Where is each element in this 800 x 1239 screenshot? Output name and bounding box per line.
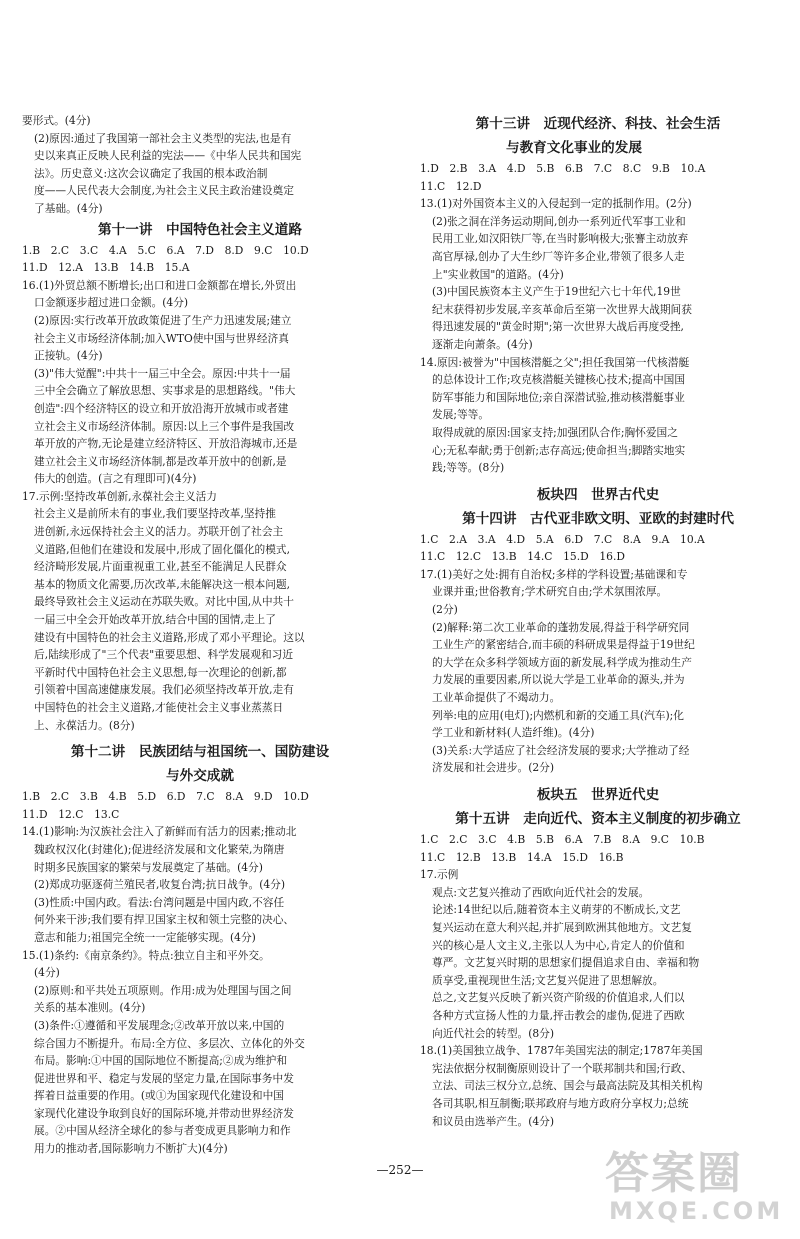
answer-line: (2分) [432,603,458,617]
answer-line: 11.C 12.B 13.B 14.A 15.D 16.B [420,850,624,864]
answer-line: 建立社会主义市场经济体制,都是改革开放中的创新,是 [34,454,287,468]
answer-line: 列举:电的应用(电灯);内燃机和新的交通工具(汽车);化 [432,708,684,722]
answer-line: 各司其职,相互制衡;联邦政府与地方政府分享权力;总统 [432,1096,689,1110]
answer-line: 中国特色的社会主义道路,才能使社会主义事业蒸蒸日 [34,701,284,714]
watermark-url: MXQE.COM [609,1197,784,1225]
answer-line: 何外来干涉;我们要有捍卫国家主权和领土完整的决心、 [34,913,295,927]
answer-line: 1.B 2.C 3.B 4.B 5.D 6.D 7.C 8.A 9.D 10.D [22,790,309,804]
answer-line: (3)"伟大觉醒":中共十一届三中全会。原因:中共十一届 [34,366,291,380]
answer-line: (2)张之洞在洋务运动期间,创办一系列近代军事工业和 [432,214,686,228]
answer-line: 布局。影响:①中国的国际地位不断提高;②成为维护和 [34,1054,288,1068]
answer-line: 义道路,但他们在建设和发展中,形成了固化僵化的模式, [34,542,291,556]
answer-line: 心;无私奉献;勇于创新;志存高远;使命担当;脚踏实地实 [432,443,686,457]
text-line: 度——人民代表大会制度,为社会主义民主政治建设奠定 [34,184,294,198]
answer-line: 高官厚禄,创办了大生纱厂等许多企业,带领了很多人走 [432,249,685,263]
answer-line: 17.(1)美好之处:拥有自治权;多样的学科设置;基础课和专 [420,567,688,581]
answer-line: 兴的核心是人文主义,主张以人为中心,肯定人的价值和 [432,938,685,952]
answer-line: 引领着中国高速健康发展。我们必须坚持改革开放,走有 [34,683,294,697]
text-line: 法》。历史意义:这次会议确定了我国的根本政治制 [34,166,268,180]
answer-line: (3)中国民族资本主义产生于19世纪六七十年代,19世 [432,285,681,299]
answer-line: (2)原因:实行改革开放政策促进了生产力迅速发展;建立 [34,313,292,327]
answer-line: 16.(1)外贸总额不断增长;出口和进口金额都在增长,外贸出 [22,278,297,292]
lecture-12-answers [22,788,378,1157]
answer-line: (4分) [34,966,60,980]
answer-line: 11.D 12.C 13.C [22,807,120,821]
answer-line: 正接轨。(4分) [34,349,103,363]
answer-line: 伟大的创造。(言之有理即可)(4分) [34,472,197,486]
answer-line: 13.(1)对外国资本主义的入侵起到一定的抵制作用。(2分) [420,197,692,211]
lecture-11-title: 第十一讲 中国特色社会主义道路 [98,221,302,238]
watermark-logo-text: 答案圈 [605,1148,743,1199]
answer-line: 关系的基本准则。(4分) [34,1001,146,1015]
answer-line: 基本的物质文化需要,历次改革,未能解决这一根本问题, [34,577,291,591]
answer-line: 1.C 2.C 3.C 4.B 5.B 6.A 7.B 8.A 9.C 10.B [420,833,705,846]
answer-line: 工业生产的紧密结合,而丰硕的科研成果是得益于19世纪 [432,638,695,652]
watermark [605,1148,790,1231]
answer-line: 济发展和社会进步。(2分) [432,761,555,775]
answer-line: 进创新,永远保持社会主义的活力。苏联开创了社会主 [34,525,284,539]
text-line: 史以来真正反映人民利益的宪法——《中华人民共和国宪 [34,149,302,163]
lecture-14-answers [420,531,776,777]
answer-line: 11.C 12.C 13.B 14.C 15.D 16.D [420,550,625,564]
answer-line: 论述:14世纪以后,随着资本主义萌芽的不断成长,文艺 [432,903,681,917]
answer-line: (2)原则:和平共处五项原则。作用:成为处理国与国之间 [34,983,292,997]
lecture-13-title-continued: 与教育文化事业的发展 [506,140,642,156]
answer-line: 民用工业,如汉阳铁厂等,在当时影响极大;张謇主动放弃 [432,232,689,246]
page-number: —252— [376,1163,424,1177]
answer-line: 立社会主义市场经济体制。原因:以上三个事件是我国改 [34,419,295,433]
answer-line: 上、永葆活力。(8分) [34,718,135,732]
answer-line: 口金额逐步超过进口金额。(4分) [34,296,189,310]
intro-section [22,112,378,218]
answer-line: 复兴运动在意大利兴起,并扩展到欧洲其他地方。文艺复 [432,920,692,934]
answer-line: 时期多民族国家的繁荣与发展奠定了基础。(4分) [34,860,263,874]
answer-line: 各种方式宣扬人性的力量,抨击教会的虚伪,促进了西欧 [432,1008,685,1022]
answer-line: 得迅速发展的"黄金时期";第一次世界大战后再度受挫, [432,320,684,334]
answer-line: 的大学在众多科学领域方面的新发展,科学成为推动生产 [432,655,692,669]
answer-line: 力发展的重要因素,所以说大学是工业革命的源头,并为 [432,673,685,687]
answer-line: 11.D 12.A 13.B 14.B 15.A [22,261,190,275]
answer-line: 1.C 2.A 3.A 4.D 5.A 6.D 7.C 8.A 9.A 10.A [420,532,705,546]
answer-line: 家现代化建设争取到良好的国际环境,并带动世界经济发 [34,1106,294,1120]
answer-line: (2)解释:第二次工业革命的蓬勃发展,得益于科学研究同 [432,620,690,634]
answer-line: (3)条件:①遵循和平发展理念;②改革开放以来,中国的 [34,1018,285,1032]
answer-line: 学工业和新材料(人造纤维)。(4分) [432,726,595,740]
answer-line: 最终导致社会主义运动在苏联失败。对比中国,从中共十 [34,595,294,609]
answer-line: 立法、司法三权分立,总统、国会与最高法院及其相关机构 [432,1079,703,1093]
answer-line: 宪法依据分权制衡原则设计了一个联邦制共和国;行政、 [432,1061,693,1075]
block-5-title: 板块五 世界近代史 [536,787,660,803]
answer-line: 魏政权汉化(封建化);促进经济发展和文化繁荣,为隋唐 [34,842,285,856]
answer-line: 纪末获得初步发展,辛亥革命后至第一次世界大战期间获 [432,302,692,316]
answer-line: 革开放的产物,无论是建立经济特区、开放沿海城市,还是 [34,437,298,451]
answer-line: 14.(1)影响:为汉族社会注入了新鲜而有活力的因素;推动北 [22,825,297,839]
text-line: 要形式。(4分) [22,114,91,127]
answer-line: 意志和能力;祖国完全统一一定能够实现。(4分) [34,930,256,944]
answer-line: 15.(1)条约:《南京条约》。特点:独立自主和平外交。 [22,948,270,962]
lecture-13-answers [420,160,776,477]
answer-line: 17.示例:坚持改革创新,永葆社会主义活力 [22,489,217,503]
answer-line: 17.示例 [420,868,459,882]
answer-line: 践;等等。(8分) [432,461,505,475]
answer-line: 一届三中全会开始改革开放,结合中国的国情,走上了 [34,613,276,627]
answer-line: 平新时代中国特色社会主义思想,每一次理论的创新,都 [34,665,287,679]
answer-line: 工业革命提供了不竭动力。 [432,691,561,705]
answer-line: 18.(1)美国独立战争、1787年美国宪法的制定;1787年美国 [420,1044,703,1058]
answer-line: 建设有中国特色的社会主义道路,形成了邓小平理论。这以 [34,630,305,644]
answer-line: 逐渐走向萧条。(4分) [432,337,533,351]
right-column [420,112,776,1130]
answer-line: 11.C 12.D [420,179,482,193]
answer-line: 经济畸形发展,片面重视重工业,甚至不能满足人民群众 [34,560,287,574]
answer-line: 1.B 2.C 3.C 4.A 5.C 6.A 7.D 8.D 9.C 10.D [22,243,309,257]
answer-line: 上"实业救国"的道路。(4分) [432,267,564,281]
answer-line: 综合国力不断提升。布局:全方位、多层次、立体化的外交 [34,1036,305,1050]
answer-line: (2)郑成功驱逐荷兰殖民者,收复台湾;抗日战争。(4分) [34,878,286,892]
answer-line: 尊严。文艺复兴时期的思想家们提倡追求自由、幸福和物 [432,956,700,970]
answer-line: 促进世界和平、稳定与发展的坚定力量,在国际事务中发 [34,1071,294,1085]
answer-line: 三中全会确立了解放思想、实事求是的思想路线。"伟大 [34,384,296,398]
answer-line: (3)关系:大学适应了社会经济发展的要求;大学推动了经 [432,743,690,757]
answer-line: 取得成就的原因:国家支持;加强团队合作;胸怀爱国之 [432,425,678,439]
answer-line: (3)性质:中国内政。看法:台湾问题是中国内政,不容任 [34,895,285,909]
block-4-title: 板块四 世界古代史 [536,486,660,503]
answer-line: 用力的推动者,国际影响力不断扩大)(4分) [34,1142,228,1156]
answer-line: 业课并重;世俗教育;学术研究自由;学术氛围浓厚。 [432,585,668,599]
answer-line: 质享受,重视现世生活;文艺复兴促进了思想解放。 [432,973,664,987]
lecture-12-title-continued: 与外交成就 [166,768,234,785]
answer-line: 的总体设计工作;攻克核潜艇关键核心技术;提高中国国 [432,373,686,387]
lecture-12-title: 第十二讲 民族团结与祖国统一、国防建设 [70,744,330,761]
answer-line: 总之,文艺复兴反映了新兴资产阶级的价值追求,人们以 [432,991,685,1005]
answer-line: 和议员由选举产生。(4分) [432,1114,555,1128]
answer-line: 防军事能力和国际地位;亲自深潜试验,推动核潜艇事业 [432,390,685,404]
lecture-13-title: 第十三讲 近现代经济、科技、社会生活 [475,116,721,132]
answer-line: 14.原因:被誉为"中国核潜艇之父";担任我国第一代核潜艇 [420,355,690,369]
answer-line: 社会主义市场经济体制;加入WTO使中国与世界经济真 [34,331,289,345]
answer-line: 社会主义是前所未有的事业,我们要坚持改革,坚持推 [34,507,276,521]
answer-line: 展。②中国从经济全球化的参与者变成更具影响力和作 [34,1124,291,1138]
lecture-14-title: 第十四讲 古代亚非欧文明、亚欧的封建时代 [462,510,734,527]
answer-line: 向近代社会的转型。(8分) [432,1026,555,1040]
text-line: (2)原因:通过了我国第一部社会主义类型的宪法,也是有 [34,131,292,145]
lecture-15-title: 第十五讲 走向近代、资本主义制度的初步确立 [455,811,741,827]
answer-line: 1.D 2.B 3.A 4.D 5.B 6.B 7.C 8.C 9.B 10.A [420,162,706,175]
answer-line: 挥着日益重要的作用。(或①为国家现代化建设和中国 [34,1089,284,1103]
answer-line: 发展;等等。 [432,408,490,422]
text-line: 了基础。(4分) [34,201,103,215]
lecture-11-answers [22,242,378,735]
answer-line: 后,陆续形成了"三个代表"重要思想、科学发展观和习近 [34,648,294,662]
left-column [22,112,378,1158]
lecture-15-answers [420,831,776,1130]
answer-line: 观点:文艺复兴推动了西欧向近代社会的发展。 [432,885,650,899]
answer-line: 创造":四个经济特区的设立和开放沿海开放城市或者建 [34,401,289,415]
